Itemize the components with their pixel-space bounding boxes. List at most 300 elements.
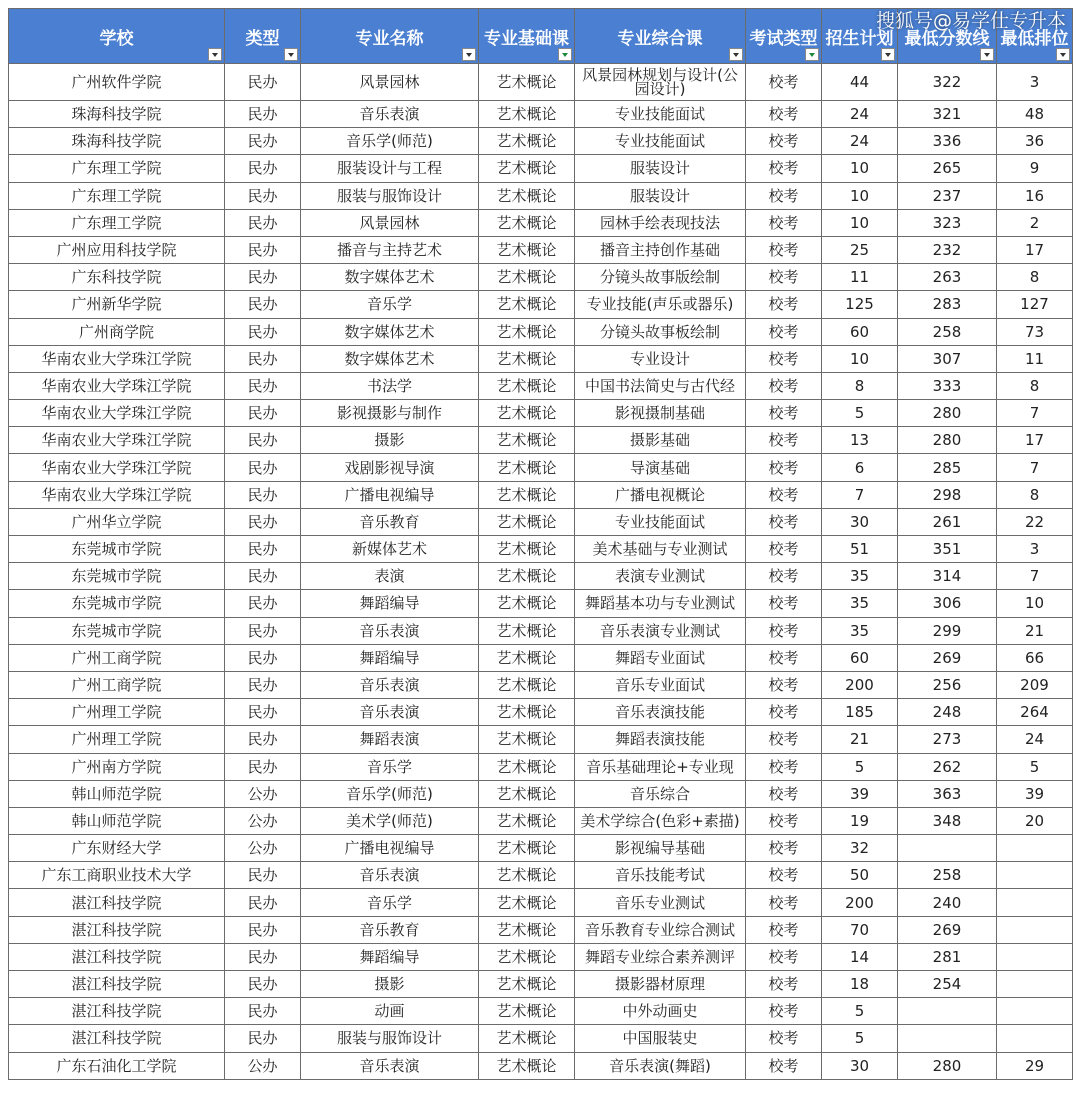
min-rank-cell: 11 [997, 345, 1073, 372]
min-rank-cell [997, 971, 1073, 998]
min-rank-cell: 127 [997, 291, 1073, 318]
major-cell: 音乐学(师范) [301, 128, 479, 155]
table-row [9, 454, 1073, 481]
school-cell: 湛江科技学院 [9, 916, 225, 943]
source-watermark: 搜狐号@易学仕专升本 [875, 10, 1066, 32]
table-row [9, 345, 1073, 372]
exam-type-cell: 校考 [746, 889, 822, 916]
comprehensive-course-cell: 分镜头故事板绘制 [575, 318, 746, 345]
school-cell: 东莞城市学院 [9, 563, 225, 590]
exam-type-cell: 校考 [746, 209, 822, 236]
major-cell: 动画 [301, 998, 479, 1025]
enrollment-plan-cell: 51 [822, 536, 898, 563]
school-cell: 华南农业大学珠江学院 [9, 400, 225, 427]
min-rank-cell: 8 [997, 264, 1073, 291]
min-rank-cell [997, 835, 1073, 862]
school-cell: 广州新华学院 [9, 291, 225, 318]
comprehensive-course-cell: 中外动画史 [575, 998, 746, 1025]
min-score-cell: 261 [898, 508, 997, 535]
comprehensive-course-cell: 导演基础 [575, 454, 746, 481]
enrollment-plan-cell: 10 [822, 182, 898, 209]
exam-type-cell: 校考 [746, 1052, 822, 1079]
min-rank-cell [997, 1025, 1073, 1052]
major-cell: 数字媒体艺术 [301, 264, 479, 291]
column-header-comprehensive-course [575, 9, 746, 64]
min-rank-cell [997, 862, 1073, 889]
table-row [9, 862, 1073, 889]
min-rank-cell: 3 [997, 536, 1073, 563]
major-cell: 音乐表演 [301, 671, 479, 698]
enrollment-plan-cell: 50 [822, 862, 898, 889]
table-row [9, 101, 1073, 128]
min-score-cell: 263 [898, 264, 997, 291]
type-cell: 民办 [225, 889, 301, 916]
type-cell: 民办 [225, 400, 301, 427]
school-cell: 广州商学院 [9, 318, 225, 345]
header-label: 学校 [99, 28, 134, 49]
table-row [9, 128, 1073, 155]
comprehensive-course-cell: 中国书法简史与古代经 [575, 372, 746, 399]
enrollment-plan-cell: 7 [822, 481, 898, 508]
enrollment-plan-cell: 24 [822, 101, 898, 128]
filter-dropdown-icon[interactable] [462, 48, 476, 61]
min-score-cell: 232 [898, 236, 997, 263]
type-cell: 公办 [225, 780, 301, 807]
table-row [9, 427, 1073, 454]
major-cell: 音乐表演 [301, 699, 479, 726]
table-row [9, 481, 1073, 508]
basic-course-cell: 艺术概论 [479, 318, 575, 345]
table-row [9, 916, 1073, 943]
table-row [9, 182, 1073, 209]
enrollment-plan-cell: 5 [822, 998, 898, 1025]
min-rank-cell: 8 [997, 481, 1073, 508]
exam-type-cell: 校考 [746, 427, 822, 454]
major-cell: 音乐学 [301, 889, 479, 916]
min-rank-cell: 24 [997, 726, 1073, 753]
school-cell: 湛江科技学院 [9, 971, 225, 998]
enrollment-plan-cell: 185 [822, 699, 898, 726]
type-cell: 民办 [225, 726, 301, 753]
type-cell: 民办 [225, 182, 301, 209]
basic-course-cell: 艺术概论 [479, 916, 575, 943]
min-score-cell: 336 [898, 128, 997, 155]
major-cell: 音乐教育 [301, 916, 479, 943]
table-row [9, 617, 1073, 644]
major-cell: 舞蹈编导 [301, 644, 479, 671]
exam-type-cell: 校考 [746, 508, 822, 535]
basic-course-cell: 艺术概论 [479, 155, 575, 182]
comprehensive-course-cell: 音乐基础理论+专业现 [575, 753, 746, 780]
header-label: 最低分数线 [904, 28, 990, 49]
filter-active-icon[interactable] [805, 48, 819, 61]
major-cell: 摄影 [301, 427, 479, 454]
exam-type-cell: 校考 [746, 726, 822, 753]
enrollment-plan-cell: 24 [822, 128, 898, 155]
exam-type-cell: 校考 [746, 128, 822, 155]
min-rank-cell: 3 [997, 64, 1073, 101]
exam-type-cell: 校考 [746, 862, 822, 889]
type-cell: 民办 [225, 699, 301, 726]
comprehensive-course-cell: 摄影基础 [575, 427, 746, 454]
type-cell: 民办 [225, 128, 301, 155]
type-cell: 民办 [225, 1025, 301, 1052]
column-header-exam-type [746, 9, 822, 64]
comprehensive-course-cell: 美术学综合(色彩+素描) [575, 807, 746, 834]
type-cell: 民办 [225, 236, 301, 263]
exam-type-cell: 校考 [746, 536, 822, 563]
enrollment-plan-cell: 70 [822, 916, 898, 943]
filter-dropdown-icon[interactable] [729, 48, 743, 61]
min-score-cell: 351 [898, 536, 997, 563]
comprehensive-course-cell: 舞蹈基本功与专业测试 [575, 590, 746, 617]
comprehensive-course-cell: 影视摄制基础 [575, 400, 746, 427]
school-cell: 广州应用科技学院 [9, 236, 225, 263]
min-rank-cell: 10 [997, 590, 1073, 617]
min-score-cell: 299 [898, 617, 997, 644]
major-cell: 广播电视编导 [301, 835, 479, 862]
min-score-cell: 314 [898, 563, 997, 590]
major-cell: 音乐表演 [301, 862, 479, 889]
min-rank-cell: 7 [997, 400, 1073, 427]
table-row [9, 671, 1073, 698]
major-cell: 新媒体艺术 [301, 536, 479, 563]
min-score-cell: 269 [898, 644, 997, 671]
school-cell: 广东理工学院 [9, 155, 225, 182]
type-cell: 民办 [225, 291, 301, 318]
major-cell: 舞蹈编导 [301, 943, 479, 970]
enrollment-plan-cell: 14 [822, 943, 898, 970]
major-cell: 风景园林 [301, 209, 479, 236]
major-cell: 音乐表演 [301, 101, 479, 128]
comprehensive-course-cell: 音乐教育专业综合测试 [575, 916, 746, 943]
min-score-cell [898, 998, 997, 1025]
major-cell: 音乐教育 [301, 508, 479, 535]
header-label: 类型 [245, 28, 280, 49]
basic-course-cell: 艺术概论 [479, 1052, 575, 1079]
enrollment-plan-cell: 25 [822, 236, 898, 263]
major-cell: 广播电视编导 [301, 481, 479, 508]
type-cell: 民办 [225, 916, 301, 943]
basic-course-cell: 艺术概论 [479, 998, 575, 1025]
school-cell: 广东理工学院 [9, 182, 225, 209]
table-row [9, 508, 1073, 535]
comprehensive-course-cell: 音乐表演(舞蹈) [575, 1052, 746, 1079]
table-row [9, 590, 1073, 617]
exam-type-cell: 校考 [746, 400, 822, 427]
basic-course-cell: 艺术概论 [479, 644, 575, 671]
basic-course-cell: 艺术概论 [479, 889, 575, 916]
min-score-cell: 321 [898, 101, 997, 128]
header-label: 考试类型 [749, 28, 818, 49]
school-cell: 珠海科技学院 [9, 128, 225, 155]
filter-active-icon[interactable] [558, 48, 572, 61]
comprehensive-course-cell: 专业技能面试 [575, 128, 746, 155]
min-rank-cell: 16 [997, 182, 1073, 209]
school-cell: 东莞城市学院 [9, 617, 225, 644]
min-score-cell: 273 [898, 726, 997, 753]
comprehensive-course-cell: 音乐专业测试 [575, 889, 746, 916]
table-row [9, 971, 1073, 998]
exam-type-cell: 校考 [746, 563, 822, 590]
school-cell: 广东理工学院 [9, 209, 225, 236]
type-cell: 民办 [225, 318, 301, 345]
header-label: 专业基础课 [484, 28, 569, 49]
major-cell: 数字媒体艺术 [301, 345, 479, 372]
exam-type-cell: 校考 [746, 318, 822, 345]
min-score-cell: 307 [898, 345, 997, 372]
comprehensive-course-cell: 音乐表演技能 [575, 699, 746, 726]
type-cell: 民办 [225, 644, 301, 671]
comprehensive-course-cell: 音乐表演专业测试 [575, 617, 746, 644]
table-row [9, 699, 1073, 726]
min-rank-cell: 66 [997, 644, 1073, 671]
school-cell: 广东工商职业技术大学 [9, 862, 225, 889]
min-score-cell: 248 [898, 699, 997, 726]
min-rank-cell: 73 [997, 318, 1073, 345]
basic-course-cell: 艺术概论 [479, 671, 575, 698]
exam-type-cell: 校考 [746, 64, 822, 101]
min-rank-cell: 36 [997, 128, 1073, 155]
type-cell: 民办 [225, 508, 301, 535]
type-cell: 公办 [225, 807, 301, 834]
school-cell: 华南农业大学珠江学院 [9, 454, 225, 481]
filter-dropdown-icon[interactable] [208, 48, 222, 61]
school-cell: 广州南方学院 [9, 753, 225, 780]
enrollment-plan-cell: 35 [822, 590, 898, 617]
comprehensive-course-cell: 表演专业测试 [575, 563, 746, 590]
filter-dropdown-icon[interactable] [1056, 48, 1070, 61]
major-cell: 舞蹈表演 [301, 726, 479, 753]
min-score-cell: 265 [898, 155, 997, 182]
table-body [9, 64, 1073, 1080]
type-cell: 民办 [225, 563, 301, 590]
min-rank-cell: 22 [997, 508, 1073, 535]
major-cell: 表演 [301, 563, 479, 590]
basic-course-cell: 艺术概论 [479, 726, 575, 753]
enrollment-plan-cell: 11 [822, 264, 898, 291]
comprehensive-course-cell: 中国服装史 [575, 1025, 746, 1052]
enrollment-plan-cell: 5 [822, 400, 898, 427]
exam-type-cell: 校考 [746, 916, 822, 943]
school-cell: 韩山师范学院 [9, 807, 225, 834]
school-cell: 湛江科技学院 [9, 1025, 225, 1052]
school-cell: 广东科技学院 [9, 264, 225, 291]
table-row [9, 998, 1073, 1025]
type-cell: 民办 [225, 671, 301, 698]
school-cell: 广州理工学院 [9, 699, 225, 726]
admission-table [8, 8, 1073, 1080]
comprehensive-course-cell: 专业技能面试 [575, 508, 746, 535]
type-cell: 民办 [225, 753, 301, 780]
major-cell: 播音与主持艺术 [301, 236, 479, 263]
enrollment-plan-cell: 125 [822, 291, 898, 318]
basic-course-cell: 艺术概论 [479, 943, 575, 970]
min-rank-cell [997, 998, 1073, 1025]
basic-course-cell: 艺术概论 [479, 1025, 575, 1052]
comprehensive-course-cell: 舞蹈专业综合素养测评 [575, 943, 746, 970]
min-rank-cell: 8 [997, 372, 1073, 399]
min-score-cell: 323 [898, 209, 997, 236]
comprehensive-course-cell: 美术基础与专业测试 [575, 536, 746, 563]
table-row [9, 780, 1073, 807]
comprehensive-course-cell: 摄影器材原理 [575, 971, 746, 998]
type-cell: 公办 [225, 1052, 301, 1079]
table-row [9, 753, 1073, 780]
exam-type-cell: 校考 [746, 155, 822, 182]
table-row [9, 726, 1073, 753]
min-score-cell: 363 [898, 780, 997, 807]
min-score-cell: 348 [898, 807, 997, 834]
exam-type-cell: 校考 [746, 699, 822, 726]
comprehensive-course-cell: 服装设计 [575, 155, 746, 182]
basic-course-cell: 艺术概论 [479, 807, 575, 834]
school-cell: 广东财经大学 [9, 835, 225, 862]
school-cell: 湛江科技学院 [9, 998, 225, 1025]
table-row [9, 1025, 1073, 1052]
basic-course-cell: 艺术概论 [479, 508, 575, 535]
major-cell: 音乐学(师范) [301, 780, 479, 807]
major-cell: 数字媒体艺术 [301, 318, 479, 345]
type-cell: 民办 [225, 617, 301, 644]
min-score-cell: 281 [898, 943, 997, 970]
table-row [9, 64, 1073, 101]
comprehensive-course-cell: 风景园林规划与设计(公园设计) [575, 64, 746, 101]
enrollment-plan-cell: 60 [822, 644, 898, 671]
school-cell: 湛江科技学院 [9, 889, 225, 916]
enrollment-plan-cell: 10 [822, 155, 898, 182]
enrollment-plan-cell: 18 [822, 971, 898, 998]
type-cell: 民办 [225, 264, 301, 291]
major-cell: 服装设计与工程 [301, 155, 479, 182]
major-cell: 舞蹈编导 [301, 590, 479, 617]
min-rank-cell: 209 [997, 671, 1073, 698]
min-score-cell: 240 [898, 889, 997, 916]
basic-course-cell: 艺术概论 [479, 699, 575, 726]
comprehensive-course-cell: 专业技能(声乐或器乐) [575, 291, 746, 318]
basic-course-cell: 艺术概论 [479, 481, 575, 508]
min-score-cell: 262 [898, 753, 997, 780]
enrollment-plan-cell: 19 [822, 807, 898, 834]
filter-dropdown-icon[interactable] [881, 48, 895, 61]
basic-course-cell: 艺术概论 [479, 835, 575, 862]
table-row [9, 943, 1073, 970]
type-cell: 公办 [225, 835, 301, 862]
basic-course-cell: 艺术概论 [479, 454, 575, 481]
comprehensive-course-cell: 影视编导基础 [575, 835, 746, 862]
min-score-cell: 258 [898, 862, 997, 889]
basic-course-cell: 艺术概论 [479, 617, 575, 644]
min-score-cell: 256 [898, 671, 997, 698]
major-cell: 戏剧影视导演 [301, 454, 479, 481]
enrollment-plan-cell: 44 [822, 64, 898, 101]
table-row [9, 264, 1073, 291]
min-score-cell: 237 [898, 182, 997, 209]
column-header-basic-course [479, 9, 575, 64]
school-cell: 广州工商学院 [9, 644, 225, 671]
school-cell: 广州软件学院 [9, 64, 225, 101]
comprehensive-course-cell: 音乐技能考试 [575, 862, 746, 889]
basic-course-cell: 艺术概论 [479, 236, 575, 263]
exam-type-cell: 校考 [746, 182, 822, 209]
exam-type-cell: 校考 [746, 671, 822, 698]
header-label: 最低排位 [1000, 28, 1069, 49]
table-row [9, 644, 1073, 671]
type-cell: 民办 [225, 345, 301, 372]
exam-type-cell: 校考 [746, 1025, 822, 1052]
major-cell: 风景园林 [301, 64, 479, 101]
min-rank-cell: 2 [997, 209, 1073, 236]
exam-type-cell: 校考 [746, 101, 822, 128]
filter-dropdown-icon[interactable] [980, 48, 994, 61]
type-cell: 民办 [225, 101, 301, 128]
type-cell: 民办 [225, 971, 301, 998]
table-row [9, 372, 1073, 399]
table-row [9, 400, 1073, 427]
table-row [9, 1052, 1073, 1079]
min-rank-cell: 29 [997, 1052, 1073, 1079]
major-cell: 书法学 [301, 372, 479, 399]
min-score-cell: 269 [898, 916, 997, 943]
school-cell: 韩山师范学院 [9, 780, 225, 807]
comprehensive-course-cell: 服装设计 [575, 182, 746, 209]
filter-dropdown-icon[interactable] [284, 48, 298, 61]
enrollment-plan-cell: 8 [822, 372, 898, 399]
min-rank-cell: 9 [997, 155, 1073, 182]
exam-type-cell: 校考 [746, 753, 822, 780]
header-label: 招生计划 [825, 28, 894, 49]
min-score-cell: 280 [898, 1052, 997, 1079]
exam-type-cell: 校考 [746, 372, 822, 399]
school-cell: 东莞城市学院 [9, 536, 225, 563]
basic-course-cell: 艺术概论 [479, 427, 575, 454]
basic-course-cell: 艺术概论 [479, 862, 575, 889]
min-score-cell [898, 1025, 997, 1052]
basic-course-cell: 艺术概论 [479, 64, 575, 101]
exam-type-cell: 校考 [746, 644, 822, 671]
major-cell: 音乐表演 [301, 1052, 479, 1079]
type-cell: 民办 [225, 209, 301, 236]
school-cell: 华南农业大学珠江学院 [9, 345, 225, 372]
type-cell: 民办 [225, 372, 301, 399]
school-cell: 珠海科技学院 [9, 101, 225, 128]
header-label: 专业名称 [355, 28, 424, 49]
min-rank-cell: 7 [997, 454, 1073, 481]
comprehensive-course-cell: 播音主持创作基础 [575, 236, 746, 263]
school-cell: 湛江科技学院 [9, 943, 225, 970]
type-cell: 民办 [225, 454, 301, 481]
major-cell: 服装与服饰设计 [301, 1025, 479, 1052]
enrollment-plan-cell: 35 [822, 563, 898, 590]
basic-course-cell: 艺术概论 [479, 101, 575, 128]
exam-type-cell: 校考 [746, 998, 822, 1025]
basic-course-cell: 艺术概论 [479, 182, 575, 209]
min-rank-cell [997, 889, 1073, 916]
basic-course-cell: 艺术概论 [479, 400, 575, 427]
enrollment-plan-cell: 10 [822, 209, 898, 236]
major-cell: 音乐学 [301, 753, 479, 780]
enrollment-plan-cell: 32 [822, 835, 898, 862]
basic-course-cell: 艺术概论 [479, 128, 575, 155]
min-rank-cell: 17 [997, 427, 1073, 454]
table-row [9, 236, 1073, 263]
exam-type-cell: 校考 [746, 835, 822, 862]
major-cell: 服装与服饰设计 [301, 182, 479, 209]
basic-course-cell: 艺术概论 [479, 264, 575, 291]
major-cell: 美术学(师范) [301, 807, 479, 834]
enrollment-plan-cell: 200 [822, 889, 898, 916]
major-cell: 音乐学 [301, 291, 479, 318]
